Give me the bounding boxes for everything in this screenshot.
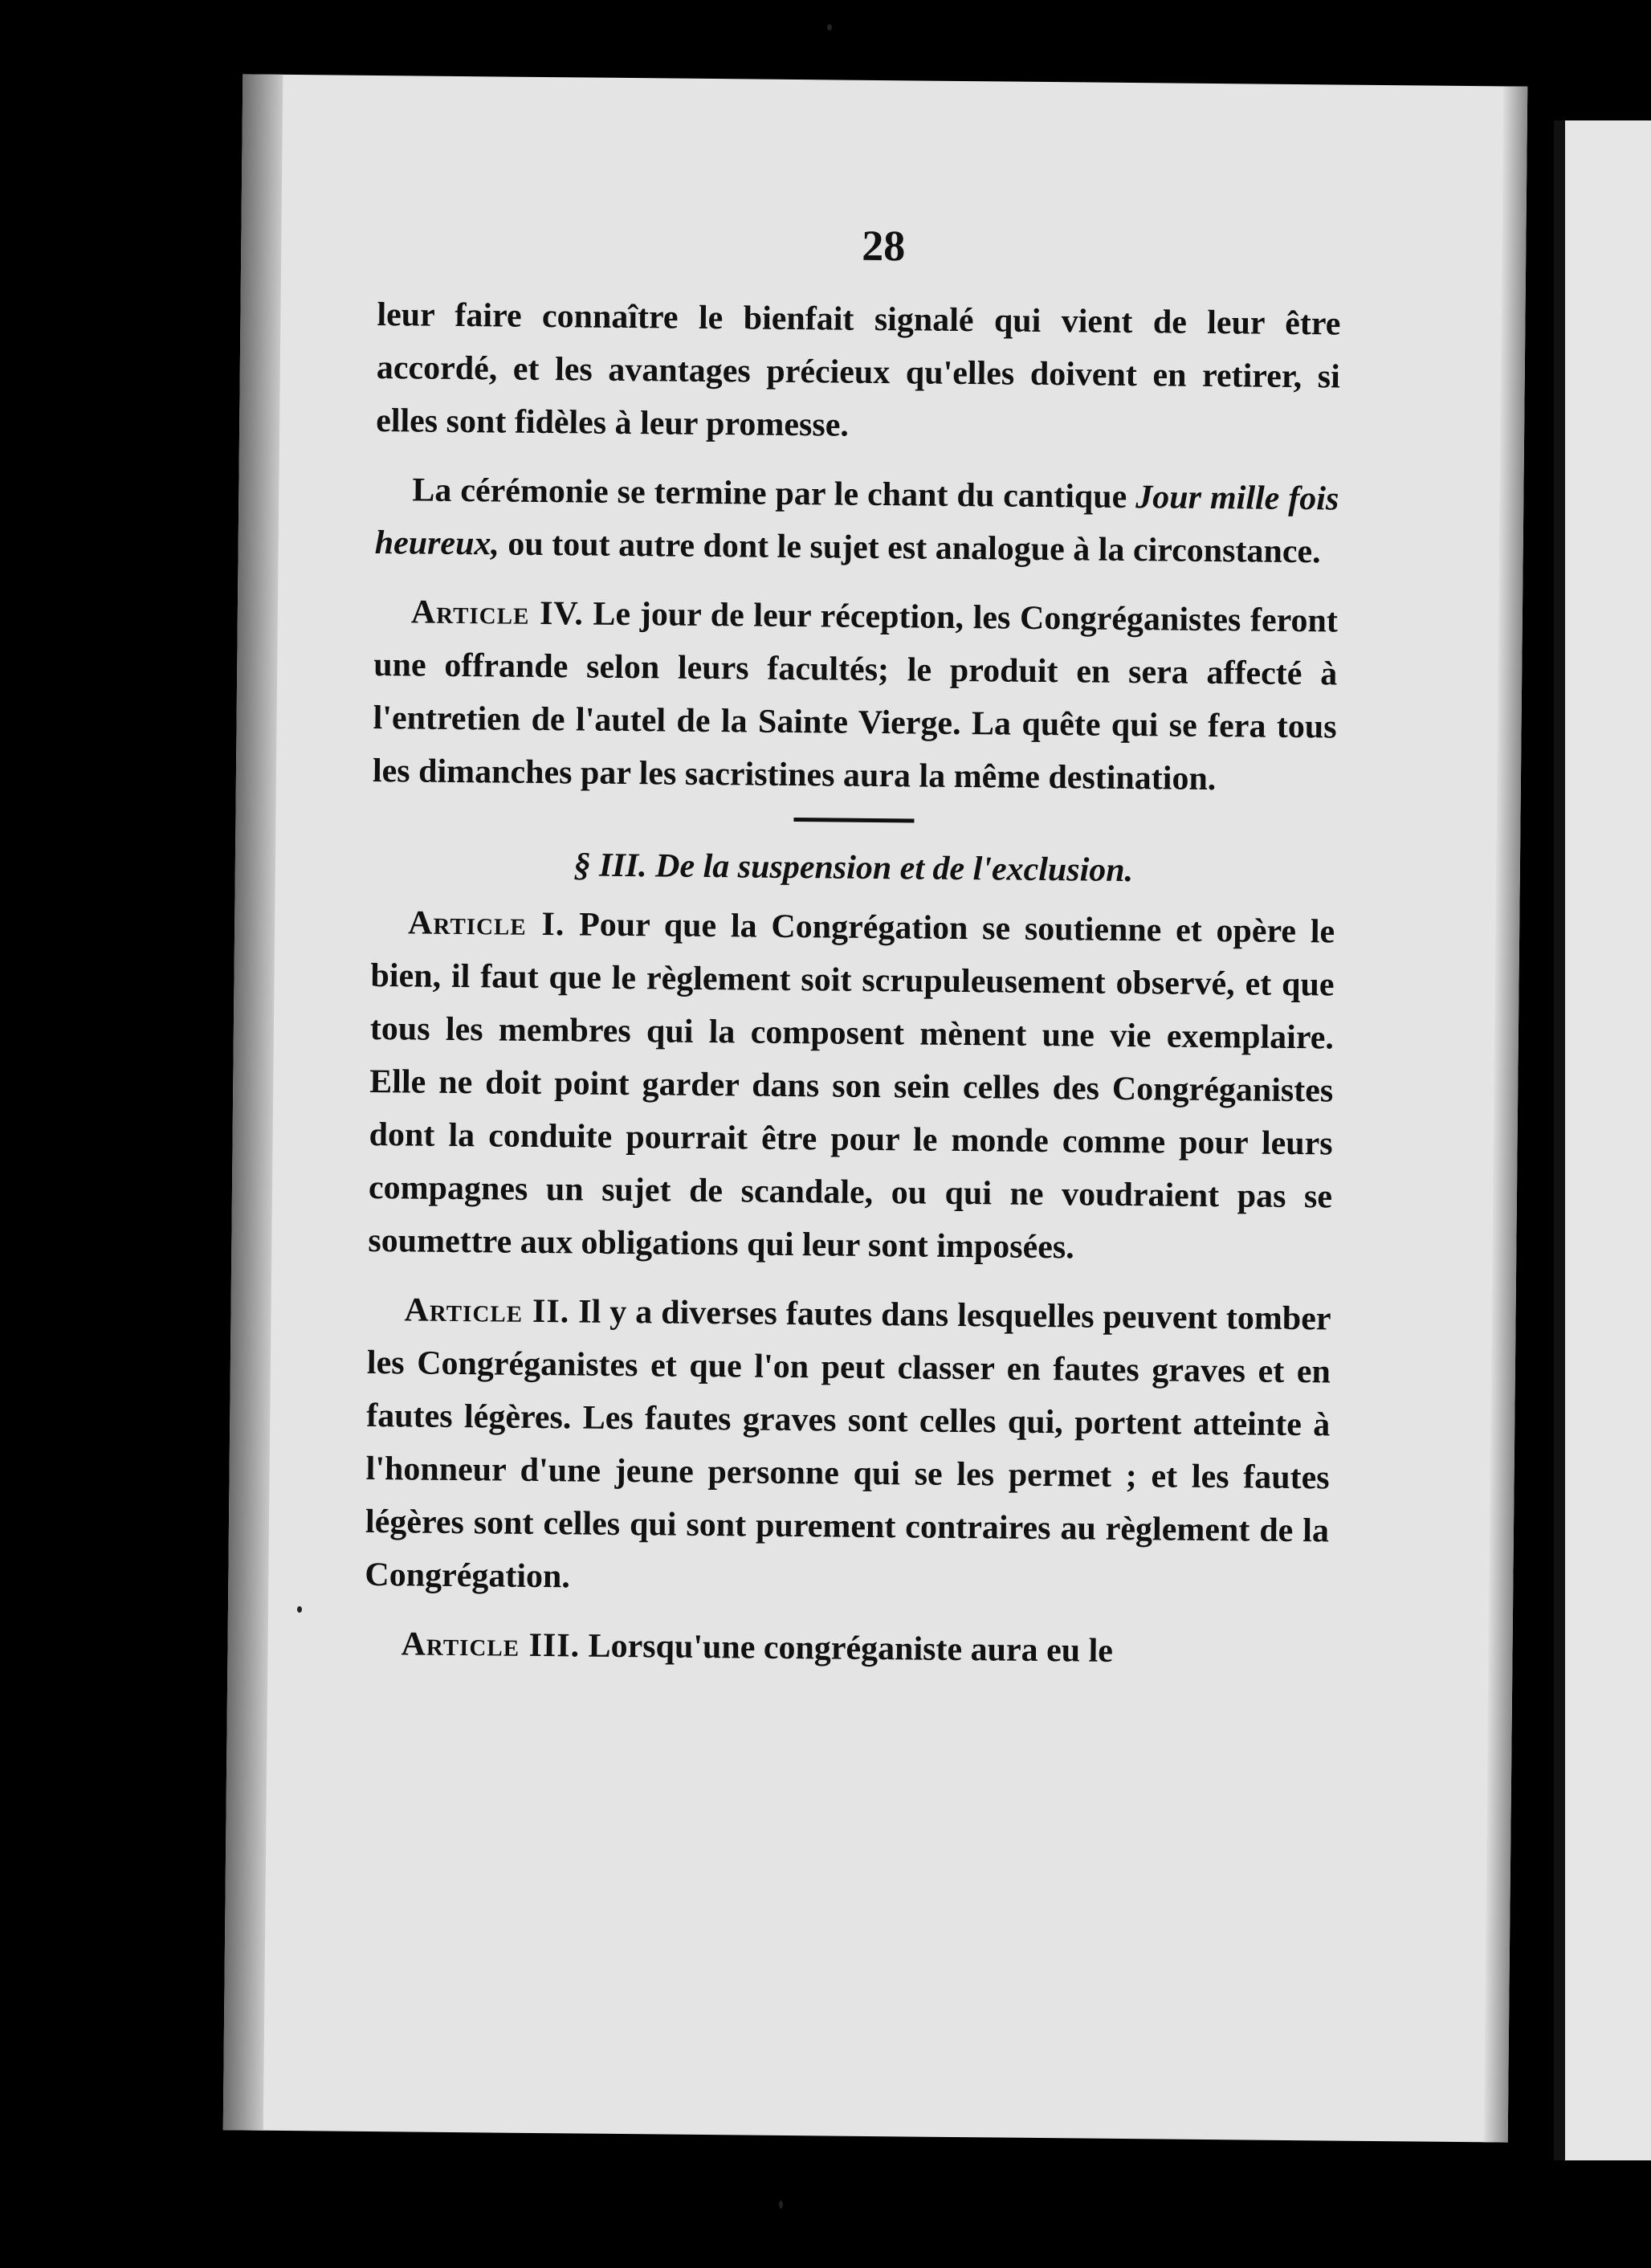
article-text: Le jour de leur réception, les Congréganistes feront une offrande selon leurs facultés; le produit en sera affecté à l'entretien de l'autel de la Sainte Vierge. La quête qui se fera tous les dimanches par les sacristines aura la même destination. xyxy=(372,595,1339,798)
article-label: Article I. xyxy=(407,904,565,944)
article-ii xyxy=(365,1283,1331,1611)
section-divider xyxy=(793,818,914,822)
paragraph-ceremony xyxy=(374,463,1339,579)
article-text: Il y a diverses fautes dans lesquelles peuvent tomber les Congréganistes et que l'on peut classer en fautes graves et en fautes légères. Les fautes graves sont celles qui, portent atteinte à l'honneur d'une jeune personne qui se les permet ; et les fautes légères sont celles qui sont purement contraires au règlement de la Congrégation. xyxy=(365,1293,1331,1596)
paragraph-continued xyxy=(376,288,1341,457)
facing-page-edge xyxy=(1554,120,1651,2160)
page-left-edge xyxy=(223,74,283,2130)
scanned-page xyxy=(223,74,1528,2142)
page-number: 28 xyxy=(862,221,906,271)
section-title: De la suspension et de l'exclusion. xyxy=(654,847,1134,890)
paragraph-article-iv xyxy=(373,585,1338,807)
paragraph-text: ou tout autre dont le sujet est analogue à la circonstance. xyxy=(508,525,1321,571)
section-heading xyxy=(372,837,1336,899)
scan-speck xyxy=(297,1606,302,1613)
article-label: Article IV. xyxy=(410,594,585,633)
article-label: Article III. xyxy=(401,1626,581,1665)
section-number: § III. xyxy=(573,846,647,885)
article-text: Lorsqu'une congréganiste aura eu le xyxy=(588,1627,1114,1670)
text-block xyxy=(364,288,1341,1695)
article-label: Article II. xyxy=(404,1291,570,1331)
paragraph-text: leur faire connaître le bienfait signalé qui vient de leur être accordé, et les avantages précieux qu'elles doivent en retirer, si elles sont fidèles à leur promesse. xyxy=(375,296,1341,444)
article-text: Pour que la Congrégation se soutienne et opère le bien, il faut que le règlement soit scrupuleusement observé, et que tous les membres qui la composent mènent une vie exemplaire. Elle ne doit point garder dans son sein celles des Congréganistes dont la conduite pourrait être pour le monde comme pour leurs compagnes un sujet de scandale, ou qui ne voudraient pas se soumettre aux obligations qui leur sont imposées. xyxy=(368,906,1335,1267)
scan-speck xyxy=(779,2201,783,2209)
paragraph-text: La cérémonie se termine par le chant du cantique xyxy=(412,471,1127,516)
article-iii xyxy=(364,1617,1328,1680)
article-i xyxy=(368,896,1335,1276)
page-right-edge xyxy=(1484,86,1528,2142)
hymn-title: Jour mille fois heureux, xyxy=(374,479,1339,563)
scan-speck xyxy=(827,24,832,31)
